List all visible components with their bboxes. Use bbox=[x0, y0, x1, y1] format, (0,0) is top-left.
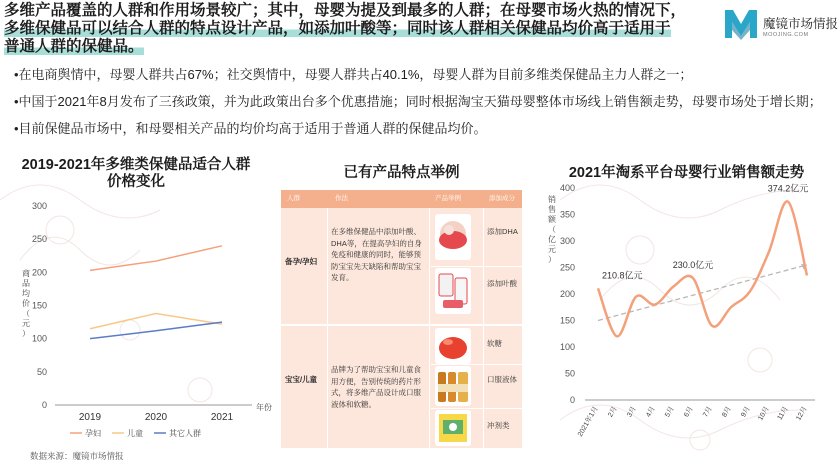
bullet-list bbox=[14, 64, 822, 145]
left-chart-title: 2019-2021年多维类保健品适合人群 价格变化 bbox=[21, 157, 251, 190]
y-tick-label: 200 bbox=[31, 267, 47, 278]
product-feature-table bbox=[281, 190, 522, 440]
ingredient-tag: 软糖 bbox=[487, 339, 502, 348]
y-tick-label: 100 bbox=[559, 342, 575, 352]
y-tick-label: 50 bbox=[564, 368, 575, 379]
y-tick-label: 300 bbox=[559, 236, 575, 246]
product-image-granule bbox=[435, 410, 471, 448]
bullet-item: •中国于2021年8月发布了三孩政策，并为此政策出台多个优惠措施；同时根据淘宝天猫母婴整体市场线上销售额走势，母婴市场处于增长期； bbox=[14, 94, 822, 109]
y-axis-label-char: 品 bbox=[22, 279, 30, 288]
x-tick-label: 2020 bbox=[144, 412, 168, 423]
data-label: 230.0亿元 bbox=[672, 260, 714, 271]
y-tick-label: 0 bbox=[569, 395, 575, 405]
right-chart-title: 2021年淘系平台母婴行业销售额走势 bbox=[568, 165, 805, 181]
x-tick-label: 12月 bbox=[795, 405, 809, 422]
product-image-folic-acid bbox=[435, 268, 471, 318]
table-header-cell: 作法 bbox=[335, 195, 348, 202]
y-tick-label: 350 bbox=[559, 209, 575, 220]
x-tick-label: 10月 bbox=[757, 405, 771, 422]
brand-url: MOOJING.COM bbox=[763, 32, 809, 38]
x-tick-label: 3月 bbox=[626, 405, 638, 419]
y-axis-label-char: 销 bbox=[548, 195, 556, 204]
y-axis-label-char: 额 bbox=[548, 215, 556, 224]
brand-name: 魔镜市场情报 bbox=[763, 17, 838, 31]
legend-label: 孕妇 bbox=[85, 429, 101, 438]
y-axis-label-char: 价 bbox=[22, 299, 30, 308]
y-tick-label: 150 bbox=[559, 315, 575, 326]
title-line-1: 多维产品覆盖的人群和作用场景较广；其中，母婴为提及到最多的人群；在母婴市场火热的情况下， bbox=[4, 2, 687, 19]
x-tick-label: 2月 bbox=[607, 405, 619, 419]
bullet-item: •目前保健品市场中，和母婴相关产品的均价均高于适用于普通人群的保健品均价。 bbox=[14, 121, 487, 136]
product-image-dha bbox=[435, 212, 471, 264]
x-tick-label: 6月 bbox=[683, 405, 695, 419]
y-tick-label: 200 bbox=[559, 289, 575, 299]
y-tick-label: 300 bbox=[31, 201, 47, 211]
ingredient-tag: 冲剂类 bbox=[487, 421, 510, 430]
y-axis-label-char: 商 bbox=[22, 269, 30, 278]
y-tick-label: 50 bbox=[36, 366, 47, 377]
y-axis-label-char: （ bbox=[548, 225, 556, 234]
legend-label: 其它人群 bbox=[169, 429, 201, 438]
y-tick-label: 400 bbox=[559, 183, 575, 193]
y-tick-label: 100 bbox=[31, 333, 47, 344]
row-description: 品牌为了帮助宝宝和儿童食用方便，告别传统的药片形式，将多维产品设计成口服液体和软糖。 bbox=[331, 365, 421, 409]
table-header-cell: 人群 bbox=[287, 195, 300, 202]
x-tick-label: 5月 bbox=[664, 405, 676, 419]
y-axis-label-char: 元 bbox=[22, 319, 30, 328]
y-axis-label-char: ） bbox=[548, 255, 556, 264]
x-tick-label: 2019 bbox=[78, 412, 102, 423]
y-tick-label: 0 bbox=[41, 400, 47, 410]
table-header-cell: 产品举例 bbox=[435, 195, 461, 202]
row-description: 在多维保健品中添加叶酸、DHA等，在提高孕妇的自身免疫和健康的同时，能够预防宝宝先天缺陷和帮助宝宝发育。 bbox=[331, 227, 422, 282]
row-group-label: 备孕/孕妇 bbox=[284, 257, 318, 266]
y-axis-label-char: 售 bbox=[548, 205, 556, 214]
x-tick-label: 11月 bbox=[776, 405, 790, 422]
legend-label: 儿童 bbox=[127, 429, 143, 438]
ingredient-tag: 口服液体 bbox=[487, 375, 517, 384]
title-line-2: 多维保健品可以结合人群的特点设计产品，如添加叶酸等；同时该人群相关保健品均价高于适用于 bbox=[4, 20, 671, 37]
y-axis-label-char: （ bbox=[22, 309, 30, 318]
x-tick-label: 7月 bbox=[702, 405, 714, 419]
brand-logo bbox=[723, 4, 838, 46]
sales-trend-chart bbox=[540, 180, 831, 455]
table-title: 已有产品特点举例 bbox=[343, 165, 460, 181]
moojing-logo-icon bbox=[723, 6, 759, 40]
x-tick-label: 4月 bbox=[645, 405, 657, 419]
ingredient-tag: 添加DHA bbox=[487, 227, 518, 236]
series-line bbox=[90, 313, 222, 328]
y-tick-label: 250 bbox=[31, 234, 47, 245]
ingredient-tag: 添加叶酸 bbox=[487, 279, 517, 288]
table-row bbox=[281, 208, 522, 324]
table-header-cell: 添加成分 bbox=[489, 195, 515, 202]
row-group-label: 宝宝/儿童 bbox=[284, 375, 318, 384]
product-image-gummy bbox=[435, 328, 471, 366]
x-tick-label: 8月 bbox=[721, 405, 733, 419]
data-label: 374.2亿元 bbox=[767, 183, 809, 194]
y-tick-label: 150 bbox=[31, 300, 47, 311]
bullet-item: •在电商舆情中，母婴人群共占67%；社交舆情中，母婴人群共占40.1%，母婴人群为目前多维类保健品主力人群之一； bbox=[14, 67, 693, 82]
x-tick-label: 2021 bbox=[210, 412, 234, 423]
data-label: 210.8亿元 bbox=[602, 270, 643, 281]
x-tick-label: 2021年1月 bbox=[576, 405, 600, 438]
y-axis-label-char: 元 bbox=[548, 245, 556, 254]
page-title bbox=[4, 2, 719, 56]
product-image-oral-liquid bbox=[435, 366, 471, 408]
y-tick-label: 250 bbox=[559, 262, 575, 273]
y-axis-label-char: ） bbox=[22, 329, 30, 338]
x-axis-label: 年份 bbox=[256, 403, 272, 412]
data-source-note: 数据来源：魔镜市场情报 bbox=[30, 451, 124, 461]
x-tick-label: 9月 bbox=[740, 405, 752, 419]
title-line-3: 普通人群的保健品。 bbox=[4, 38, 144, 55]
y-axis-label-char: 均 bbox=[22, 289, 30, 298]
table-header bbox=[281, 190, 522, 208]
y-axis-label-char: 亿 bbox=[548, 235, 556, 244]
series-line bbox=[90, 246, 222, 271]
table-row bbox=[281, 326, 522, 448]
price-trend-chart bbox=[0, 190, 270, 450]
